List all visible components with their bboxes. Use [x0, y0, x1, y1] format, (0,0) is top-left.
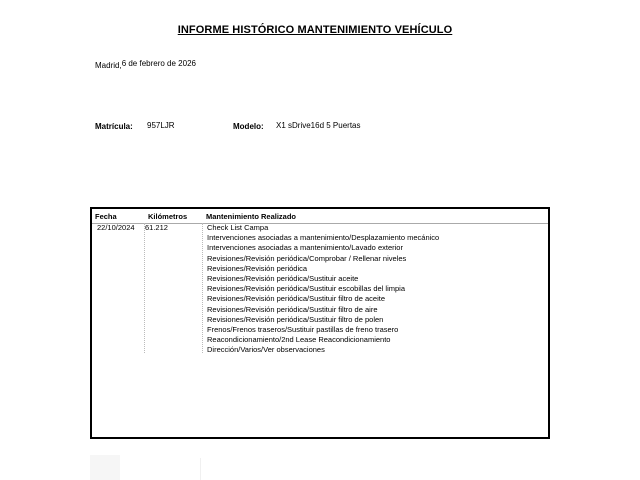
- task-item: Revisiones/Revisión periódica/Sustituir aceite: [207, 273, 359, 283]
- column-divider: [144, 223, 145, 353]
- maintenance-table: [90, 207, 550, 439]
- report-title: INFORME HISTÓRICO MANTENIMIENTO VEHÍCULO: [177, 24, 453, 36]
- row-date: 22/10/2024: [97, 223, 135, 232]
- report-date: 6 de febrero de 2026: [121, 59, 196, 68]
- task-item: Frenos/Frenos traseros/Sustituir pastillas de freno trasero: [207, 324, 399, 334]
- task-item: Check List Campa: [207, 223, 269, 232]
- column-divider: [202, 223, 203, 353]
- task-item: Intervenciones asociadas a mantenimiento/Lavado exterior: [207, 243, 403, 253]
- header-km: Kilómetros: [148, 212, 188, 221]
- row-km: 61.212: [145, 223, 168, 232]
- task-list: [207, 223, 439, 355]
- task-item: Revisiones/Revisión periódica/Sustituir filtro de polen: [207, 314, 384, 324]
- model-value: X1 sDrive16d 5 Puertas: [276, 121, 361, 130]
- header-date: Fecha: [95, 212, 117, 221]
- city: Madrid,: [95, 61, 122, 70]
- task-item: Intervenciones asociadas a mantenimiento/Desplazamiento mecánico: [207, 233, 440, 243]
- plate-value: 957LJR: [147, 121, 175, 130]
- header-maintenance: Mantenimiento Realizado: [206, 212, 297, 221]
- task-item: Revisiones/Revisión periódica/Sustituir escobillas del limpia: [207, 284, 406, 294]
- footer-divider: [200, 458, 201, 480]
- task-item: Reacondicionamiento/2nd Lease Reacondicionamiento: [207, 335, 391, 345]
- task-item: Dirección/Varios/Ver observaciones: [207, 345, 325, 355]
- place-date: [95, 59, 196, 68]
- model-label: Modelo:: [233, 122, 264, 131]
- plate-label: Matrícula:: [95, 122, 133, 131]
- footer-logo-area: [90, 455, 120, 480]
- task-item: Revisiones/Revisión periódica/Sustituir filtro de aceite: [207, 294, 386, 304]
- task-item: Revisiones/Revisión periódica/Comprobar / Rellenar niveles: [207, 253, 407, 263]
- task-item: Revisiones/Revisión periódica/Sustituir filtro de aire: [207, 304, 378, 314]
- task-item: Revisiones/Revisión periódica: [207, 263, 308, 273]
